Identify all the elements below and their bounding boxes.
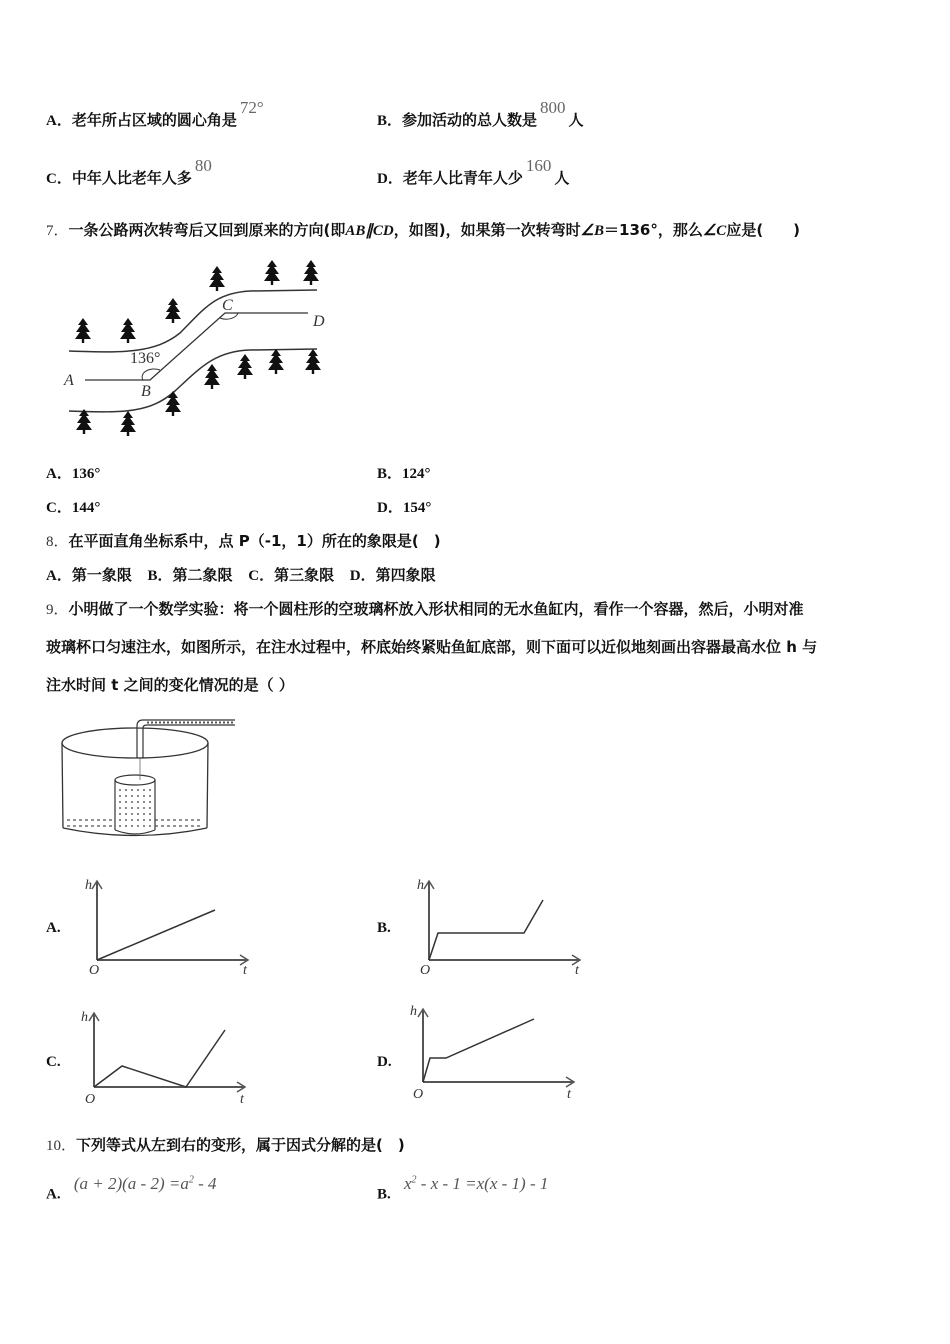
point-d: D [313,313,325,330]
axis-t-label: t [240,1092,244,1107]
q8-options [46,565,436,586]
tree-icon [165,391,181,416]
stem-text: 玻璃杯口匀速注水，如图所示，在注水过程中，杯底始终紧贴鱼缸底部，则下面可以近似地刻画出容器最高水位 h 与 [46,638,818,656]
q9-option-d-label [377,1051,392,1072]
origin-label: O [420,963,431,977]
q9-stem-line1 [46,599,804,620]
option-value: 72° [239,98,264,117]
point-b: B [141,383,151,400]
option-label: B． [377,466,403,482]
origin-label: O [89,963,100,977]
tree-icon [303,260,319,285]
q10-option-a [46,1173,217,1205]
q9-graph-d [408,1000,588,1105]
expr-part: - 4 [193,1173,217,1193]
option-text: 老年人比青年人少 [402,169,523,187]
tree-icon [75,318,91,343]
stem-math: AB∥CD [345,223,394,239]
stem-text: 小明做了一个数学实验：将一个圆柱形的空玻璃杯放入形状相同的无水鱼缸内，看作一个容器，然后，小明对准 [68,600,804,618]
expr-part: (a + 2)(a - 2) =a [73,1173,189,1193]
stem-text: 在平面直角坐标系中，点 P（-1，1）所在的象限是( ) [68,532,441,550]
q6-option-d [377,156,570,189]
tree-icon [76,409,92,434]
origin-label: O [413,1087,424,1102]
option-label: C． [46,500,72,516]
option-suffix: 人 [568,111,584,129]
q7-option-a [46,463,100,484]
q9-graph-c [80,1004,260,1109]
stem-math: ∠B [580,223,605,239]
road-figure [55,258,340,443]
stem-text: 一条公路两次转弯后又回到原来的方向(即 [68,221,346,239]
tree-icon [268,349,284,374]
point-c: C [222,297,233,314]
q7-option-b [377,463,431,484]
q10-option-b [377,1173,549,1205]
option-label: C． [248,568,275,584]
tree-icon [264,260,280,285]
option-value: 800 [540,98,566,117]
option-value: 154° [402,500,432,516]
option-expression [404,1174,548,1193]
question-number: 8． [46,534,69,550]
expr-sup: 2 [188,1174,194,1185]
option-value: 136° [71,466,101,482]
axis-h-label: h [417,878,424,893]
option-label: C． [46,171,72,187]
q7-stem [46,220,800,241]
stem-text: 注水时间 t 之间的变化情况的是（ ） [46,676,294,694]
option-suffix: 人 [554,169,570,187]
expr-sup: 2 [411,1174,417,1185]
option-text: 老年所占区域的圆心角是 [71,111,237,129]
tree-icon [120,318,136,343]
point-a: A [64,372,74,389]
q10-stem [46,1135,405,1156]
option-label: A． [46,568,72,584]
q6-option-b [377,98,584,131]
q9-stem-line3 [46,675,294,695]
axis-h-label: h [81,1010,88,1025]
question-number: 10． [46,1138,77,1154]
option-value: 144° [71,500,101,516]
tree-icon [305,349,321,374]
option-label: B. [377,920,391,936]
option-value: 160 [525,156,552,175]
q9-option-b-label [377,917,391,938]
q6-option-c [46,156,215,189]
angle-label: 136° [130,350,161,367]
origin-label: O [85,1092,96,1107]
stem-text: ，如图)，如果第一次转弯时 [393,221,581,239]
stem-text: 应是( ) [726,221,801,239]
option-value: 第三象限 [274,566,335,584]
stem-text: 下列等式从左到右的变形，属于因式分解的是( ) [76,1136,405,1154]
option-label: C. [46,1054,61,1070]
option-label: A. [46,920,61,936]
q9-option-a-label [46,917,61,938]
option-label: D． [377,171,403,187]
tree-icon [237,354,253,379]
expr-part: x [404,1173,412,1193]
option-value: 124° [402,466,431,482]
axis-t-label: t [575,963,579,977]
q7-option-c [46,497,100,518]
axis-h-label: h [410,1004,417,1019]
option-label: B. [377,1186,391,1203]
option-label: A． [46,466,72,482]
tree-icon [204,364,220,389]
option-value: 第二象限 [172,566,233,584]
q9-graph-a [80,872,260,977]
axis-h-label: h [85,878,92,893]
q8-stem [46,531,441,552]
q9-graph-b [412,872,592,977]
axis-t-label: t [567,1087,571,1102]
option-label: D. [377,1054,392,1070]
q9-stem-line2 [46,637,817,657]
option-text: 参加活动的总人数是 [402,111,538,129]
axis-t-label: t [243,963,247,977]
option-value: 80 [194,156,212,175]
option-label: B． [147,568,173,584]
tree-icon [120,411,136,436]
option-label: B． [377,113,403,129]
stem-math: ∠C [702,223,727,239]
q6-option-a [46,98,267,131]
option-label: D． [377,500,403,516]
option-label: A． [46,113,72,129]
tree-icon [165,298,181,323]
q9-option-c-label [46,1051,61,1072]
option-value: 第四象限 [375,566,436,584]
option-label: A. [46,1186,61,1203]
option-text: 中年人比老年人多 [71,169,192,187]
q7-option-d [377,497,431,518]
fish-tank-figure [55,708,245,843]
expr-part: - x - 1 =x(x - 1) - 1 [416,1173,549,1193]
option-value: 第一象限 [71,566,132,584]
question-number: 9． [46,602,69,618]
stem-text: ＝136°，那么 [604,221,703,239]
option-label: D． [349,568,376,584]
option-expression [74,1174,217,1193]
tree-icon [209,266,225,291]
question-number: 7． [46,223,69,239]
